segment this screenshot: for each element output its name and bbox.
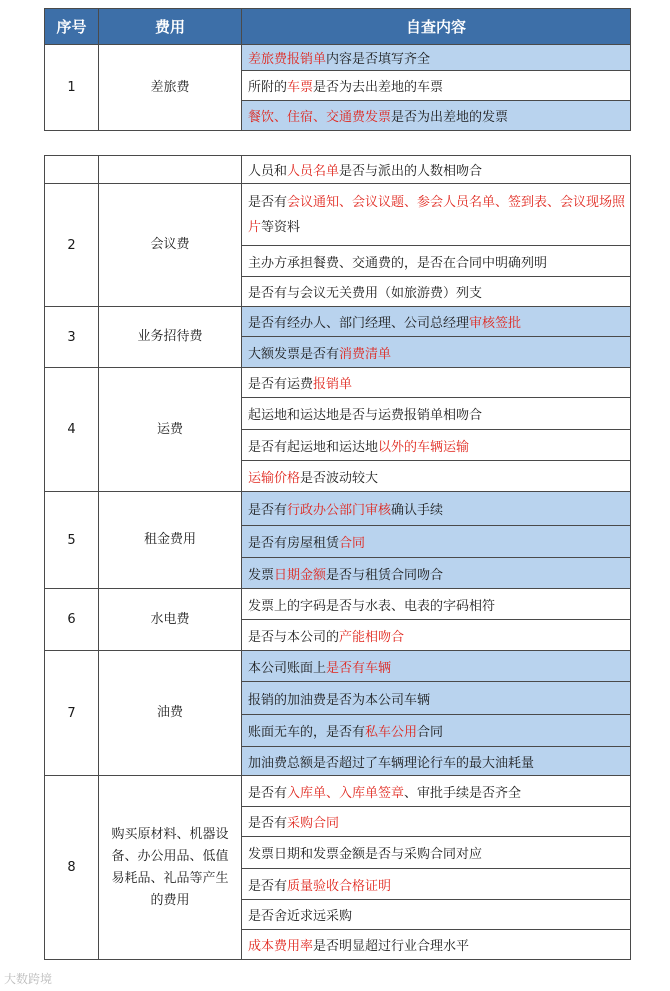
check-text: 是否有 bbox=[248, 503, 288, 518]
check-text: 是否为去出差地的车票 bbox=[313, 80, 444, 95]
highlight-text: 差旅费报销单 bbox=[248, 52, 327, 67]
check-text: 大额发票是否有 bbox=[248, 346, 340, 362]
check-text: 加油费总额是否超过了车辆理论行车的最大油耗量 bbox=[248, 755, 535, 771]
row-number: 1 bbox=[45, 45, 99, 131]
check-item bbox=[242, 398, 631, 430]
table-row bbox=[45, 651, 631, 682]
highlight-text: 车票 bbox=[287, 80, 314, 95]
highlight-text: 是否有车辆 bbox=[326, 660, 392, 676]
check-text: 是否明显超过行业合理水平 bbox=[313, 939, 470, 954]
check-item bbox=[242, 461, 631, 492]
check-text: 是否与派出的人数相吻合 bbox=[339, 164, 483, 179]
check-item bbox=[242, 492, 631, 526]
highlight-text: 会议通知、会议议题、参会人员名单、签到表、会议现场照片 bbox=[248, 194, 626, 235]
expense-category: 会议费 bbox=[99, 184, 242, 307]
expense-category bbox=[99, 156, 242, 184]
check-item bbox=[242, 71, 631, 101]
check-item bbox=[242, 45, 631, 71]
row-number: 5 bbox=[45, 492, 99, 589]
check-text: 起运地和运达地是否与运费报销单相吻合 bbox=[248, 408, 483, 423]
highlight-text: 运输价格 bbox=[248, 470, 301, 486]
highlight-text: 合同 bbox=[339, 536, 366, 551]
check-item bbox=[242, 277, 631, 307]
check-text: 是否有房屋租赁 bbox=[248, 536, 340, 551]
check-item bbox=[242, 869, 631, 900]
check-item bbox=[242, 430, 631, 461]
header-no: 序号 bbox=[45, 9, 99, 45]
table-row bbox=[45, 156, 631, 184]
check-text: 是否波动较大 bbox=[300, 470, 379, 486]
table-row bbox=[45, 776, 631, 807]
check-text: 、审批手续是否齐全 bbox=[404, 785, 522, 801]
check-text: 发票上的字码是否与水表、电表的字码相符 bbox=[248, 598, 496, 614]
highlight-text: 以外的车辆运输 bbox=[378, 439, 470, 455]
highlight-text: 行政办公部门审核 bbox=[287, 503, 392, 518]
table-row bbox=[45, 307, 631, 337]
check-text: 账面无车的，是否有 bbox=[248, 725, 366, 740]
check-item bbox=[242, 246, 631, 277]
check-text: 是否与租赁合同吻合 bbox=[326, 567, 444, 583]
check-item bbox=[242, 368, 631, 398]
check-text: 是否有 bbox=[248, 194, 288, 210]
check-text: 是否有运费 bbox=[248, 377, 314, 392]
highlight-text: 人员名单 bbox=[287, 164, 340, 179]
check-item bbox=[242, 620, 631, 651]
check-item bbox=[242, 930, 631, 960]
row-number: 8 bbox=[45, 776, 99, 960]
header-expense: 费用 bbox=[99, 9, 242, 45]
check-item bbox=[242, 101, 631, 131]
highlight-text: 采购合同 bbox=[287, 816, 340, 831]
check-item bbox=[242, 747, 631, 776]
check-text: 合同 bbox=[417, 725, 444, 740]
highlight-text: 成本费用率 bbox=[248, 939, 314, 954]
check-item bbox=[242, 651, 631, 682]
expense-category: 差旅费 bbox=[99, 45, 242, 131]
expense-category: 运费 bbox=[99, 368, 242, 492]
expense-category: 业务招待费 bbox=[99, 307, 242, 368]
check-text: 报销的加油费是否为本公司车辆 bbox=[248, 692, 431, 708]
check-text: 是否有 bbox=[248, 816, 288, 831]
highlight-text: 产能相吻合 bbox=[339, 629, 405, 645]
check-item bbox=[242, 156, 631, 184]
check-text: 是否有经办人、部门经理、公司总经理 bbox=[248, 316, 470, 331]
highlight-text: 报销单 bbox=[313, 377, 353, 392]
check-item bbox=[242, 526, 631, 558]
header-row bbox=[45, 9, 631, 45]
table-row bbox=[45, 368, 631, 398]
watermark: 大数跨境 bbox=[4, 972, 53, 986]
check-text: 是否为出差地的发票 bbox=[391, 110, 509, 125]
check-item bbox=[242, 337, 631, 368]
check-text: 所附的 bbox=[248, 80, 288, 95]
check-text: 是否有 bbox=[248, 785, 288, 801]
expense-category: 水电费 bbox=[99, 589, 242, 651]
table-row bbox=[45, 184, 631, 246]
table-row bbox=[45, 589, 631, 620]
highlight-text: 质量验收合格证明 bbox=[287, 878, 392, 894]
expense-category: 油费 bbox=[99, 651, 242, 776]
row-number bbox=[45, 156, 99, 184]
check-text: 是否与本公司的 bbox=[248, 629, 340, 645]
expense-category: 租金费用 bbox=[99, 492, 242, 589]
check-text: 内容是否填写齐全 bbox=[326, 52, 431, 67]
check-text: 是否有与会议无关费用（如旅游费）列支 bbox=[248, 286, 483, 301]
row-number: 3 bbox=[45, 307, 99, 368]
check-item bbox=[242, 900, 631, 930]
highlight-text: 私车公用 bbox=[365, 725, 418, 740]
row-number: 6 bbox=[45, 589, 99, 651]
highlight-text: 入库单、入库单签章 bbox=[287, 785, 405, 801]
row-number: 4 bbox=[45, 368, 99, 492]
check-text: 是否舍近求远采购 bbox=[248, 909, 353, 924]
expense-check-table-top bbox=[44, 8, 631, 131]
check-item bbox=[242, 807, 631, 837]
table-row bbox=[45, 45, 631, 71]
highlight-text: 审核签批 bbox=[469, 316, 522, 331]
check-text: 发票日期和发票金额是否与采购合同对应 bbox=[248, 847, 483, 862]
check-item bbox=[242, 776, 631, 807]
row-number: 2 bbox=[45, 184, 99, 307]
table-row bbox=[45, 492, 631, 526]
check-text: 是否有起运地和运达地 bbox=[248, 439, 379, 455]
check-text: 等资料 bbox=[261, 219, 301, 235]
check-item bbox=[242, 589, 631, 620]
highlight-text: 日期金额 bbox=[274, 567, 327, 583]
check-text: 主办方承担餐费、交通费的，是否在合同中明确列明 bbox=[248, 255, 548, 271]
check-text: 本公司账面上 bbox=[248, 660, 327, 676]
highlight-text: 消费清单 bbox=[339, 346, 392, 362]
check-text: 是否有 bbox=[248, 878, 288, 894]
check-text: 确认手续 bbox=[391, 503, 444, 518]
check-item bbox=[242, 715, 631, 747]
check-text: 人员和 bbox=[248, 164, 288, 179]
expense-category: 购买原材料、机器设备、办公用品、低值易耗品、礼品等产生的费用 bbox=[99, 776, 242, 960]
check-item bbox=[242, 184, 631, 246]
row-number: 7 bbox=[45, 651, 99, 776]
check-item bbox=[242, 837, 631, 869]
header-check: 自查内容 bbox=[242, 9, 631, 45]
check-item bbox=[242, 307, 631, 337]
highlight-text: 餐饮、住宿、交通费发票 bbox=[248, 110, 392, 125]
expense-check-table-bottom bbox=[44, 155, 631, 960]
check-text: 发票 bbox=[248, 567, 275, 583]
check-item bbox=[242, 682, 631, 715]
check-item bbox=[242, 558, 631, 589]
